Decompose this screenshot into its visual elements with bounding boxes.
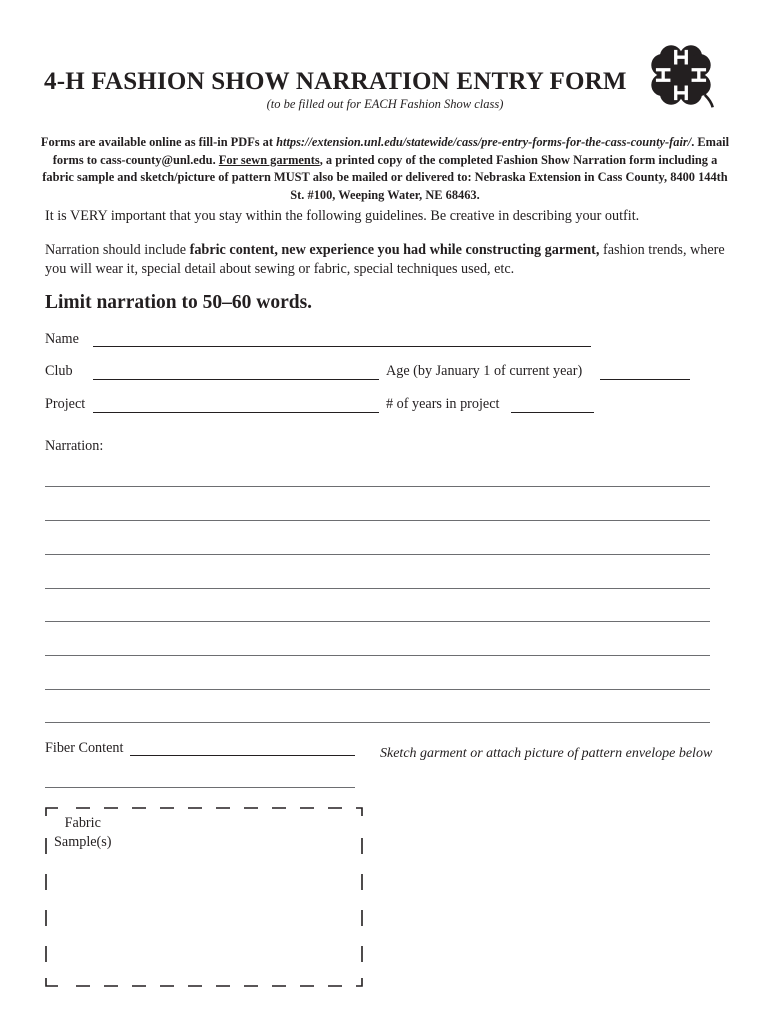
intro-text-3: , a printed copy of the completed Fashion Show Narration form including a fabric sample and sketch/picture of pattern MUST also be mailed or delivered to: Nebraska Extension in Cass County, 8400 144th St. #100, Weeping Water, NE 68463.	[42, 152, 728, 202]
guideline-text: It is VERY important that you stay within the following guidelines. Be creative in describing your outfit.	[45, 208, 640, 224]
fiber-content-field[interactable]	[130, 755, 355, 756]
fiber-content-field-line-2[interactable]	[45, 787, 355, 788]
club-label: Club	[45, 363, 73, 379]
project-field[interactable]	[93, 412, 379, 413]
name-field[interactable]	[93, 346, 591, 347]
fiber-content-label: Fiber Content	[45, 740, 124, 756]
narration-line-5[interactable]	[45, 621, 710, 622]
intro-paragraph	[40, 134, 730, 204]
name-label: Name	[45, 331, 79, 347]
narration-guidelines	[45, 241, 725, 279]
narration-line-8[interactable]	[45, 722, 710, 723]
narration-line-7[interactable]	[45, 689, 710, 690]
narration-line-4[interactable]	[45, 588, 710, 589]
narration-line-6[interactable]	[45, 655, 710, 656]
narration-guide-suffix: fashion trends, where you will wear it, special detail about sewing or fabric, special techniques used, etc.	[45, 242, 725, 277]
form-title: 4-H FASHION SHOW NARRATION ENTRY FORM	[44, 68, 627, 95]
narration-label: Narration:	[45, 438, 104, 454]
fabric-label-line-1: Fabric	[64, 815, 101, 831]
narration-line-3[interactable]	[45, 554, 710, 555]
years-field[interactable]	[511, 412, 594, 413]
fabric-label-line-2: Sample(s)	[54, 834, 112, 850]
fabric-sample-label	[54, 814, 112, 852]
club-field[interactable]	[93, 379, 379, 380]
intro-text-1: Forms are available online as fill-in PDFs at	[40, 135, 277, 149]
form-subtitle: (to be filled out for EACH Fashion Show class)	[266, 97, 504, 111]
age-field[interactable]	[600, 379, 690, 380]
years-label: # of years in project	[386, 396, 500, 412]
intro-sewn-garments: For sewn garments	[218, 152, 320, 167]
intro-url-link[interactable]: https://extension.unl.edu/statewide/cass/pre-entry-forms-for-the-cass-county-fair/	[276, 135, 692, 149]
narration-guide-prefix: Narration should include	[45, 242, 190, 258]
word-limit-heading: Limit narration to 50–60 words.	[45, 292, 313, 313]
narration-line-1[interactable]	[45, 486, 710, 487]
age-label: Age (by January 1 of current year)	[386, 363, 583, 379]
narration-guide-bold: fabric content, new experience you had while constructing garment,	[189, 242, 600, 258]
narration-line-2[interactable]	[45, 520, 710, 521]
sketch-instruction: Sketch garment or attach picture of pattern envelope below	[380, 746, 713, 761]
intro-text-2: . Email forms to cass-county@unl.edu.	[52, 135, 730, 167]
project-label: Project	[45, 396, 86, 412]
